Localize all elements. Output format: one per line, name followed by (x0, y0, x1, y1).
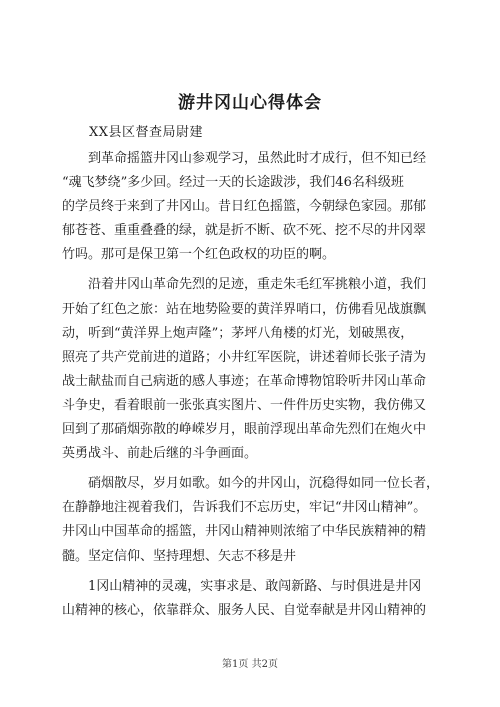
text-line: 山精神的核心，依靠群众、服务人民、自觉奉献是井冈山精神的 (62, 602, 427, 618)
text-line: 开始了红色之旅：站在地势险要的黄洋界哨口，仿佛看见战旗飘 (62, 301, 427, 317)
text-line: “魂飞梦绕”多少回。经过一天的长途跋涉，我们46名科级班 (62, 175, 404, 191)
text-line: 战士献盐而自己病逝的感人事迹；在革命博物馆聆听井冈山革命 (62, 373, 427, 389)
text-line: 井冈山中国革命的摇篮，井冈山精神则浓缩了中华民族精神的精 (62, 524, 427, 540)
text-line: 在静静地注视着我们，告诉我们不忘历史，牢记“井冈山精神”。 (62, 500, 427, 516)
text-line: 郁苍苍、重重叠叠的绿，就是折不断、砍不死、挖不尽的井冈翠 (62, 223, 427, 239)
text-line: 到革命摇篮井冈山参观学习，虽然此时才成行，但不知已经 (88, 151, 427, 166)
paragraph-4 (62, 575, 442, 623)
text-line: 斗争史，看着眼前一张张真实图片、一件件历史实物，我仿佛又 (62, 397, 427, 413)
text-line: 沿着井冈山革命先烈的足迹，重走朱毛红军挑粮小道，我们 (88, 277, 427, 293)
text-line: 回到了那硝烟弥散的峥嵘岁月，眼前浮现出革命先烈们在炮火中 (62, 422, 427, 438)
text-line: 髓。坚定信仰、坚持理想、矢志不移是井 (62, 548, 297, 564)
text-line: 动，听到“黄洋界上炮声隆”；茅坪八角楼的灯光，划破黑夜， (62, 325, 414, 341)
text-line: 竹吗。那可是保卫第一个红色政权的功臣的啊。 (62, 247, 336, 263)
text-line: 照亮了共产党前进的道路；小井红军医院，讲述着师长张子清为 (62, 349, 427, 365)
text-line: 的学员终于来到了井冈山。昔日红色摇篮，今朝绿色家园。那郁 (62, 199, 427, 215)
text-line: 英勇战斗、前赴后继的斗争画面。 (62, 446, 258, 462)
text-line: 1冈山精神的灵魂，实事求是、敢闯新路、与时俱进是井冈 (88, 578, 422, 594)
paragraph-1 (62, 147, 442, 267)
article-body (62, 147, 442, 623)
author-line: XX县区督查局尉建 (89, 125, 204, 140)
page-number-footer: 第1页 共2页 (222, 659, 278, 670)
paragraph-2 (62, 273, 442, 466)
page-title: 游井冈山心得体会 (178, 93, 322, 113)
text-line: 硝烟散尽，岁月如歌。如今的井冈山，沉稳得如同一位长者， (88, 476, 440, 492)
paragraph-3 (62, 472, 442, 568)
